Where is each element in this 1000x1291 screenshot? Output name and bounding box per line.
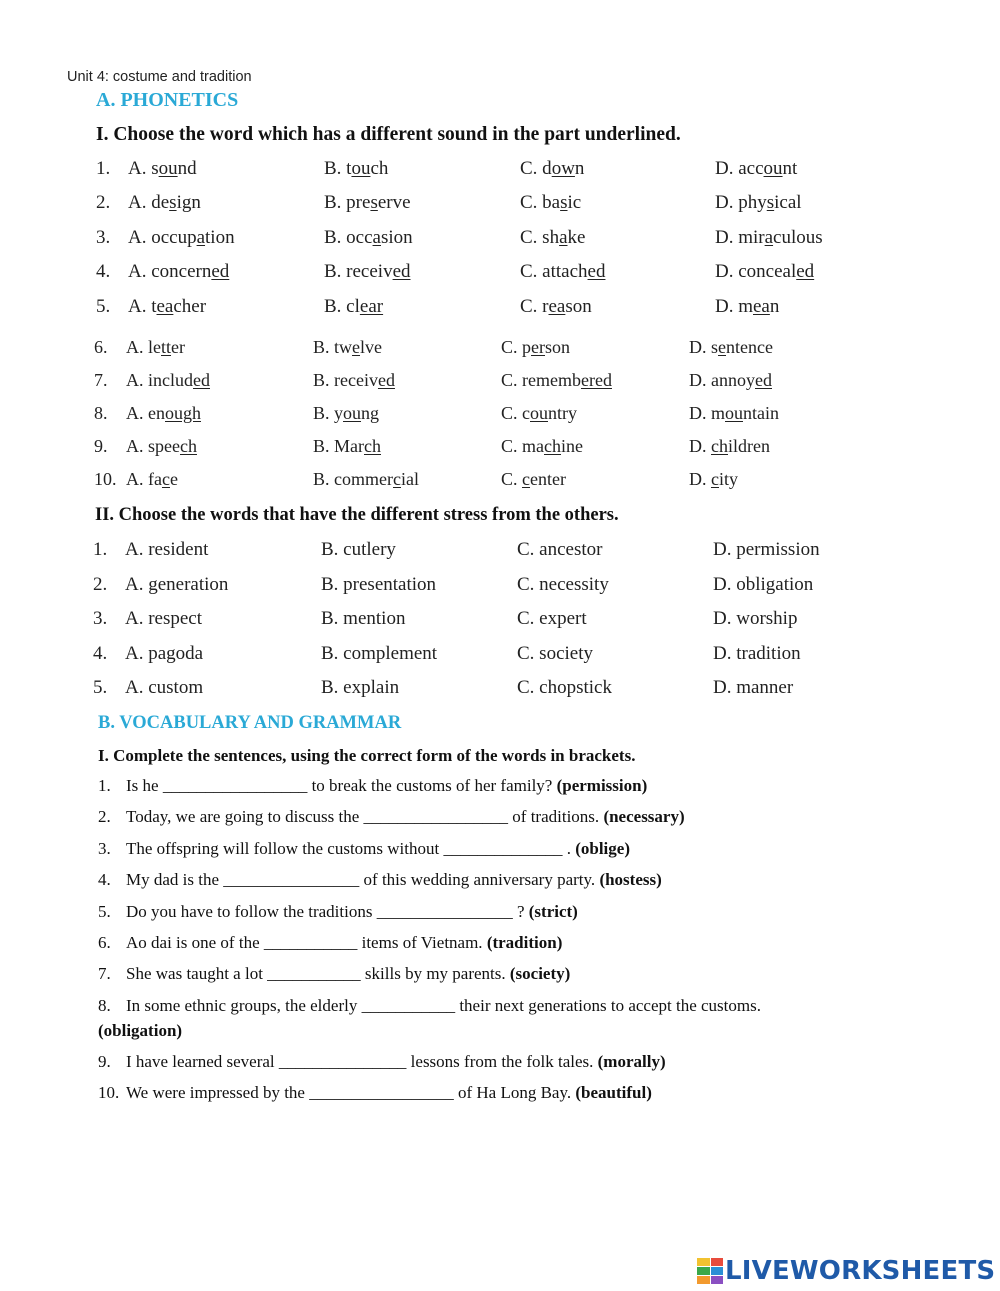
sentence-text: Do you have to follow the traditions bbox=[126, 902, 377, 921]
option-text: D. bbox=[689, 469, 711, 489]
sentence-number: 6. bbox=[98, 933, 111, 952]
underlined-sound: c bbox=[161, 469, 170, 489]
sentence bbox=[98, 1052, 666, 1072]
sentence-text: In some ethnic groups, the elderly bbox=[126, 996, 362, 1015]
sentence bbox=[98, 870, 662, 890]
sentence-number: 5. bbox=[98, 902, 111, 921]
option-text: ial bbox=[400, 469, 419, 489]
option-c[interactable] bbox=[520, 261, 605, 283]
option-d[interactable] bbox=[689, 436, 770, 457]
option-b[interactable] bbox=[324, 261, 411, 283]
sentence-text: I have learned several bbox=[126, 1052, 279, 1071]
underlined-sound: ed bbox=[755, 370, 772, 390]
underlined-sound: ou bbox=[763, 158, 783, 179]
underlined-sound: ed bbox=[377, 370, 395, 390]
sentence-text: of this wedding anniversary party. bbox=[363, 870, 596, 889]
option-a[interactable] bbox=[126, 436, 197, 457]
sentence-number: 7. bbox=[98, 964, 111, 983]
underlined-sound: ch bbox=[179, 436, 197, 456]
option-b[interactable]: B. complement bbox=[321, 643, 438, 664]
underlined-sound: ered bbox=[580, 370, 612, 390]
option-c[interactable] bbox=[501, 337, 570, 358]
option-text: B. receiv bbox=[324, 261, 393, 282]
part3-heading: I. Complete the sentences, using the correct form of the words in brackets. bbox=[98, 746, 636, 765]
answer-blank[interactable]: _________________ bbox=[309, 1083, 454, 1102]
option-text: D. phy bbox=[715, 192, 767, 213]
word-hint: (morally) bbox=[597, 1052, 666, 1071]
sentence-number: 2. bbox=[98, 807, 111, 826]
section-b-heading: B. VOCABULARY AND GRAMMAR bbox=[98, 713, 402, 733]
option-c[interactable] bbox=[501, 403, 577, 424]
option-text: A. de bbox=[128, 192, 170, 213]
option-text: A. concern bbox=[128, 261, 212, 282]
option-text: B. pre bbox=[324, 192, 371, 213]
option-text: nd bbox=[177, 158, 197, 179]
part1-heading: I. Choose the word which has a different sound in the part underlined. bbox=[96, 124, 681, 145]
option-text: B. receiv bbox=[313, 370, 378, 390]
option-text: B. cl bbox=[324, 296, 360, 317]
question-number: 2. bbox=[96, 192, 111, 213]
answer-blank[interactable]: ___________ bbox=[267, 964, 361, 983]
option-text: C. rememb bbox=[501, 370, 581, 390]
option-text: cher bbox=[173, 296, 207, 317]
sentence-text: of traditions. bbox=[512, 807, 600, 826]
option-d[interactable] bbox=[715, 158, 797, 180]
underlined-sound: ch bbox=[364, 436, 381, 456]
option-text: D. bbox=[689, 436, 711, 456]
option-b[interactable] bbox=[313, 370, 395, 391]
word-hint: (tradition) bbox=[486, 933, 563, 952]
option-a[interactable] bbox=[126, 370, 210, 391]
option-a[interactable]: A. custom bbox=[125, 677, 204, 698]
option-a[interactable] bbox=[126, 337, 185, 358]
underlined-sound: e bbox=[352, 337, 361, 357]
option-a[interactable] bbox=[128, 192, 201, 214]
underlined-sound: ou bbox=[158, 158, 178, 179]
word-hint: (necessary) bbox=[603, 807, 685, 826]
underlined-sound: c bbox=[522, 469, 531, 489]
option-c[interactable]: C. necessity bbox=[517, 574, 609, 595]
option-b[interactable] bbox=[324, 158, 388, 180]
option-b[interactable]: B. explain bbox=[321, 677, 400, 698]
option-text: D. annoy bbox=[689, 370, 755, 390]
option-text: n bbox=[769, 296, 780, 317]
option-text: D. mir bbox=[715, 227, 765, 248]
option-b[interactable]: B. presentation bbox=[321, 574, 437, 595]
option-a[interactable]: A. generation bbox=[125, 574, 229, 595]
option-b[interactable] bbox=[324, 227, 413, 249]
underlined-sound: ea bbox=[156, 296, 174, 317]
option-text: sion bbox=[380, 227, 413, 248]
question-number: 5. bbox=[93, 677, 108, 698]
option-text: C. p bbox=[501, 337, 532, 357]
option-text: enter bbox=[530, 469, 566, 489]
sentence bbox=[98, 964, 570, 984]
option-d[interactable]: D. tradition bbox=[713, 643, 801, 664]
option-text: B. y bbox=[313, 403, 344, 423]
sentence-text: . bbox=[566, 839, 571, 858]
option-text: C. ba bbox=[520, 192, 561, 213]
option-c[interactable]: C. ancestor bbox=[517, 539, 603, 560]
option-text: ch bbox=[370, 158, 389, 179]
option-text: ntry bbox=[548, 403, 577, 423]
option-text: son bbox=[545, 337, 571, 357]
option-d[interactable]: D. worship bbox=[713, 608, 798, 629]
option-b[interactable] bbox=[313, 403, 379, 424]
option-text: C. r bbox=[520, 296, 549, 317]
option-c[interactable]: C. society bbox=[517, 643, 593, 664]
option-a[interactable] bbox=[128, 296, 206, 318]
option-d[interactable] bbox=[715, 261, 814, 283]
option-text: B. occ bbox=[324, 227, 373, 248]
sentence-text: their next generations to accept the customs. bbox=[459, 996, 761, 1015]
logo-text: LIVEWORKSHEETS bbox=[725, 1256, 996, 1286]
sentence-number: 10. bbox=[98, 1083, 120, 1102]
underlined-sound: ou bbox=[725, 403, 743, 423]
sentence-text: ? bbox=[516, 902, 525, 921]
question-number: 4. bbox=[93, 643, 108, 664]
part2-heading: II. Choose the words that have the different stress from the others. bbox=[95, 505, 619, 525]
question-number: 3. bbox=[96, 227, 111, 248]
option-d[interactable] bbox=[689, 337, 773, 358]
answer-blank[interactable]: _______________ bbox=[278, 1052, 407, 1071]
underlined-sound: ed bbox=[193, 370, 210, 390]
question-number: 6. bbox=[94, 337, 108, 357]
underlined-sound: a bbox=[559, 227, 568, 248]
underlined-sound: ough bbox=[165, 403, 201, 423]
option-text: ntence bbox=[726, 337, 773, 357]
sentence bbox=[98, 839, 630, 859]
underlined-sound: ou bbox=[351, 158, 371, 179]
word-hint: (permission) bbox=[556, 776, 648, 795]
option-text: tion bbox=[205, 227, 235, 248]
underlined-sound: c bbox=[392, 469, 401, 489]
word-hint: (obligation) bbox=[98, 1021, 183, 1040]
option-text: lve bbox=[360, 337, 383, 357]
option-a[interactable]: A. resident bbox=[125, 539, 209, 560]
option-d[interactable] bbox=[689, 469, 738, 490]
sentence-number: 3. bbox=[98, 839, 111, 858]
option-text: C. bbox=[501, 469, 523, 489]
sentence-number: 1. bbox=[98, 776, 111, 795]
option-text: A. occup bbox=[128, 227, 197, 248]
option-b[interactable] bbox=[313, 337, 382, 358]
answer-blank[interactable]: ___________ bbox=[361, 996, 456, 1015]
answer-blank[interactable]: ________________ bbox=[223, 870, 360, 889]
underlined-sound: ea bbox=[753, 296, 770, 317]
sentence bbox=[98, 776, 647, 796]
option-d[interactable] bbox=[689, 370, 772, 391]
option-text: ign bbox=[176, 192, 201, 213]
underlined-sound: a bbox=[372, 227, 381, 248]
word-hint: (society) bbox=[509, 964, 571, 983]
sentence-text: to break the customs of her family? bbox=[311, 776, 553, 795]
option-text: D. conceal bbox=[715, 261, 797, 282]
option-a[interactable]: A. pagoda bbox=[125, 643, 204, 664]
option-text: A. s bbox=[128, 158, 159, 179]
option-text: ntain bbox=[743, 403, 779, 423]
underlined-sound: ed bbox=[796, 261, 815, 282]
option-a[interactable] bbox=[126, 469, 178, 490]
sentence bbox=[98, 933, 562, 953]
option-text: ke bbox=[567, 227, 586, 248]
answer-blank[interactable]: _________________ bbox=[162, 776, 308, 795]
option-a[interactable] bbox=[128, 227, 235, 249]
option-text: A. fa bbox=[126, 469, 162, 489]
option-text: A. en bbox=[126, 403, 165, 423]
question-number: 10. bbox=[94, 469, 117, 489]
underlined-sound: s bbox=[169, 192, 177, 213]
sentence-number: 4. bbox=[98, 870, 111, 889]
option-text: D. m bbox=[715, 296, 753, 317]
sentence-text: Ao dai is one of the bbox=[126, 933, 264, 952]
underlined-sound: e bbox=[718, 337, 727, 357]
answer-blank[interactable]: ___________ bbox=[263, 933, 358, 952]
underlined-sound: ea bbox=[548, 296, 566, 317]
option-c[interactable] bbox=[501, 370, 612, 391]
sentence-text: She was taught a lot bbox=[126, 964, 268, 983]
option-text: er bbox=[171, 337, 185, 357]
option-text: nt bbox=[782, 158, 798, 179]
option-text: B. commer bbox=[313, 469, 393, 489]
option-text: C. attach bbox=[520, 261, 588, 282]
option-text: culous bbox=[773, 227, 823, 248]
option-c[interactable] bbox=[520, 296, 592, 318]
option-text: ical bbox=[774, 192, 802, 213]
underlined-sound: a bbox=[196, 227, 206, 248]
option-c[interactable] bbox=[501, 436, 583, 457]
option-c[interactable] bbox=[520, 192, 581, 214]
underlined-sound: ou bbox=[343, 403, 362, 423]
option-text: B. tw bbox=[313, 337, 353, 357]
answer-blank[interactable]: ______________ bbox=[443, 839, 563, 858]
option-d[interactable] bbox=[715, 296, 779, 318]
worksheet-title: Unit 4: costume and tradition bbox=[67, 69, 252, 85]
question-number: 1. bbox=[96, 158, 111, 179]
option-c[interactable]: C. chopstick bbox=[517, 677, 612, 698]
option-text: D. s bbox=[689, 337, 719, 357]
underlined-sound: a bbox=[764, 227, 774, 248]
option-text: D. m bbox=[689, 403, 725, 423]
sentence-text: The offspring will follow the customs without bbox=[126, 839, 444, 858]
option-b[interactable] bbox=[313, 469, 419, 490]
sentence-text: lessons from the folk tales. bbox=[410, 1052, 594, 1071]
question-number: 7. bbox=[94, 370, 108, 390]
option-text: A. le bbox=[126, 337, 161, 357]
question-number: 3. bbox=[93, 608, 108, 629]
word-hint: (oblige) bbox=[575, 839, 630, 858]
question-number: 9. bbox=[94, 436, 108, 456]
option-a[interactable] bbox=[126, 403, 201, 424]
option-c[interactable] bbox=[520, 227, 585, 249]
sentence-text: skills by my parents. bbox=[364, 964, 506, 983]
underlined-sound: ed bbox=[587, 261, 606, 282]
option-text: ic bbox=[567, 192, 582, 213]
option-b[interactable] bbox=[324, 192, 411, 214]
option-a[interactable]: A. respect bbox=[125, 608, 203, 629]
sentence-text: items of Vietnam. bbox=[361, 933, 483, 952]
word-hint: (beautiful) bbox=[575, 1083, 652, 1102]
answer-blank[interactable]: ________________ bbox=[376, 902, 513, 921]
option-text: B. t bbox=[324, 158, 352, 179]
answer-blank[interactable]: _________________ bbox=[363, 807, 509, 826]
option-c[interactable]: C. expert bbox=[517, 608, 587, 629]
logo-icon bbox=[697, 1258, 723, 1284]
option-text: n bbox=[574, 158, 585, 179]
question-number: 1. bbox=[93, 539, 108, 560]
sentence-text: Is he bbox=[126, 776, 163, 795]
word-hint: (hostess) bbox=[599, 870, 662, 889]
option-text: A. spee bbox=[126, 436, 180, 456]
sentence-text: of Ha Long Bay. bbox=[457, 1083, 572, 1102]
liveworksheets-logo bbox=[697, 1256, 995, 1286]
option-d[interactable] bbox=[715, 227, 823, 249]
option-text: A. t bbox=[128, 296, 157, 317]
option-text: D. acc bbox=[715, 158, 764, 179]
sentence-text: My dad is the bbox=[126, 870, 224, 889]
sentence bbox=[98, 1083, 652, 1103]
question-number: 8. bbox=[94, 403, 108, 423]
underlined-sound: er bbox=[531, 337, 545, 357]
option-b[interactable] bbox=[324, 296, 383, 318]
underlined-sound: tt bbox=[161, 337, 172, 357]
question-number: 2. bbox=[93, 574, 108, 595]
option-text: B. Mar bbox=[313, 436, 364, 456]
underlined-sound: s bbox=[560, 192, 568, 213]
sentence bbox=[98, 996, 761, 1016]
option-text: son bbox=[565, 296, 592, 317]
option-text: ng bbox=[361, 403, 380, 423]
option-d[interactable] bbox=[715, 192, 802, 214]
option-c[interactable] bbox=[501, 469, 566, 490]
option-text: ine bbox=[561, 436, 583, 456]
sentence-number: 8. bbox=[98, 996, 111, 1015]
option-a[interactable] bbox=[128, 158, 197, 180]
option-a[interactable] bbox=[128, 261, 229, 283]
underlined-sound: s bbox=[766, 192, 775, 213]
section-a-heading: A. PHONETICS bbox=[96, 89, 239, 111]
option-d[interactable]: D. manner bbox=[713, 677, 794, 698]
underlined-sound: ear bbox=[359, 296, 384, 317]
option-c[interactable] bbox=[520, 158, 584, 180]
option-text: erve bbox=[377, 192, 411, 213]
sentence-text: We were impressed by the bbox=[126, 1083, 310, 1102]
option-b[interactable] bbox=[313, 436, 381, 457]
underlined-sound: ow bbox=[551, 158, 575, 179]
option-text: C. sh bbox=[520, 227, 560, 248]
option-b[interactable]: B. cutlery bbox=[321, 539, 396, 560]
option-text: e bbox=[169, 469, 178, 489]
underlined-sound: c bbox=[711, 469, 719, 489]
option-text: C. d bbox=[520, 158, 552, 179]
question-number: 4. bbox=[96, 261, 111, 282]
option-d[interactable]: D. obligation bbox=[713, 574, 814, 595]
option-d[interactable]: D. permission bbox=[713, 539, 820, 560]
option-d[interactable] bbox=[689, 403, 779, 424]
option-text: A. includ bbox=[126, 370, 193, 390]
underlined-sound: ch bbox=[711, 436, 728, 456]
underlined-sound: ed bbox=[211, 261, 230, 282]
option-text: C. ma bbox=[501, 436, 544, 456]
underlined-sound: ed bbox=[392, 261, 411, 282]
sentence bbox=[98, 902, 578, 922]
question-number: 5. bbox=[96, 296, 111, 317]
sentence-continuation bbox=[98, 1021, 182, 1041]
sentence bbox=[98, 807, 685, 827]
underlined-sound: ou bbox=[530, 403, 548, 423]
option-text: C. c bbox=[501, 403, 530, 423]
word-hint: (strict) bbox=[528, 902, 578, 921]
underlined-sound: s bbox=[370, 192, 378, 213]
sentence-number: 9. bbox=[98, 1052, 111, 1071]
option-b[interactable]: B. mention bbox=[321, 608, 406, 629]
sentence-text: Today, we are going to discuss the bbox=[126, 807, 364, 826]
option-text: ildren bbox=[728, 436, 770, 456]
option-text: ity bbox=[719, 469, 739, 489]
underlined-sound: ch bbox=[544, 436, 561, 456]
